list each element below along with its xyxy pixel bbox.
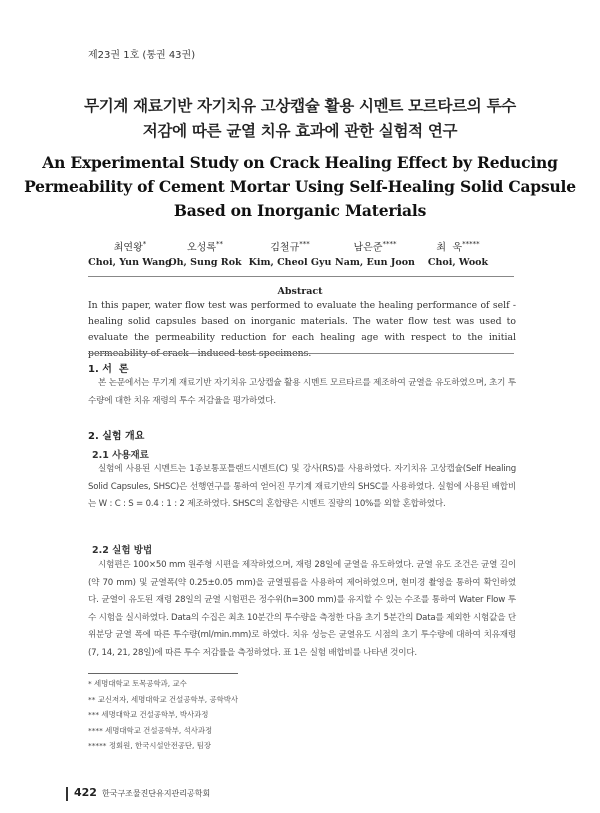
footnote: * 세명대학교 토목공학과, 교수 (88, 679, 187, 688)
author-name-en: Choi, Wook (427, 257, 489, 269)
introduction-paragraph (88, 375, 516, 410)
abstract-heading: Abstract (277, 286, 323, 297)
divider (88, 353, 514, 354)
footer-bar (66, 787, 68, 801)
korean-title-line-2: 저감에 따른 균열 치유 효과에 관한 실험적 연구 (142, 122, 458, 140)
footnote-divider (88, 673, 238, 674)
author-5 (403, 237, 513, 270)
korean-title-line-1: 무기계 재료기반 자기치유 고상캡슐 활용 시멘트 모르타르의 투수 (84, 97, 516, 115)
author-name-ko: 오성록 (187, 242, 216, 254)
author-name-en: Kim, Cheol Gyu (248, 257, 332, 269)
abstract-text: In this paper, water flow test was performed to evaluate the healing performance of self - healing solid capsules based on inorganic materials. The water flow test was used to evaluate the permeability reduction for each healing age with respect to the initial permeability of crack - induced test specimens. (88, 300, 516, 359)
page-number: 422 (74, 786, 97, 799)
author-name-ko: 남은준 (353, 242, 383, 254)
author-mark: ***** (462, 240, 480, 248)
paragraph-text: 본 논문에서는 무기계 재료기반 자기치유 고상캡슐 활용 시멘트 모르타르를 제조하여 균열을 유도하였으며, 초기 투수량에 대한 치유 재령의 투수 저감율을 평가하였다. (88, 378, 516, 406)
author-name-ko: 김철규 (270, 242, 300, 254)
author-name-en: Nam, Eun Joon (335, 257, 415, 269)
author-mark: * (142, 240, 147, 248)
journal-name: 한국구조물진단유지관리공학회 (102, 789, 211, 798)
english-title-line-2: Permeability of Cement Mortar Using Self-Healing Solid Capsule (24, 177, 576, 196)
paragraph-text: 시험편은 100×50 mm 원주형 시편을 제작하였으며, 재령 28일에 균열을 유도하였다. 균열 유도 조건은 균열 길이(약 70 mm) 및 균열폭(약 0.25±0.05 mm)을 균열필름을 사용하여 제어하였으며, 현미경 촬영을 통하여 확인하였다. 균열이 유도된 재령 28일의 균열 시험편은 정수위(h=300 mm)를 유지할 수 있는 수조를 통하여 Water Flow 투수 시험을 실시하였다. Data의 수집은 최초 10분간의 투수량을 측정한 다음 초기 5분간의 Data를 제외한 시험값을 단위분당 균열 폭에 따른 투수량(ml/min.mm)로 하였다. 치유 성능은 균열유도 시점의 초기 투수량에 대하여 치유재령(7, 14, 21, 28일)에 따른 투수 저감률을 측정하였다. 표 1은 실험 배합비를 나타낸 것이다. (88, 560, 516, 658)
footnote: **** 세명대학교 건설공학부, 석사과정 (88, 725, 213, 735)
footnotes (88, 676, 238, 754)
author-mark: **** (382, 240, 397, 248)
divider (88, 276, 514, 277)
section-heading-introduction: 1. 서 론 (88, 364, 129, 375)
section-heading-experiment: 2. 실험 개요 (88, 431, 145, 442)
footnote: ** 교신저자, 세명대학교 건설공학부, 공학박사 (88, 694, 238, 704)
footnote: ***** 정회원, 한국시설안전공단, 팀장 (88, 741, 212, 750)
author-mark: *** (299, 240, 310, 248)
author-mark: ** (215, 240, 223, 248)
materials-paragraph (88, 461, 516, 514)
english-title-line-3: Based on Inorganic Materials (173, 201, 427, 220)
english-title-line-1: An Experimental Study on Crack Healing Effect by Reducing (42, 153, 558, 172)
author-name-en: Oh, Sung Rok (168, 257, 242, 269)
method-paragraph (88, 557, 516, 662)
subsection-heading-materials: 2.1 사용재료 (92, 450, 149, 461)
paragraph-text: 실험에 사용된 시멘트는 1종보통포틀랜드시멘트(C) 및 강사(RS)를 사용하였다. 자기치유 고상캡슐(Self Healing Solid Capsules, SHSC)은 선행연구를 통하여 얻어진 무기계 재료기반의 SHSC를 사용하였다. 실험에 사용된 배합비는 W : C : S = 0.4 : 1 : 2 제조하였다. SHSC의 혼합량은 시멘트 질량의 10%를 외할 혼합하였다. (88, 464, 516, 509)
author-name-en: Choi, Yun Wang (88, 257, 172, 269)
subsection-heading-method: 2.2 실험 방법 (92, 545, 153, 556)
author-name-ko: 최연왕 (113, 242, 143, 254)
volume-info: 제23권 1호 (통권 43권) (88, 50, 196, 61)
footnote: *** 세명대학교 건설공학부, 박사과정 (88, 710, 209, 719)
author-name-ko: 최 욱 (436, 242, 463, 254)
